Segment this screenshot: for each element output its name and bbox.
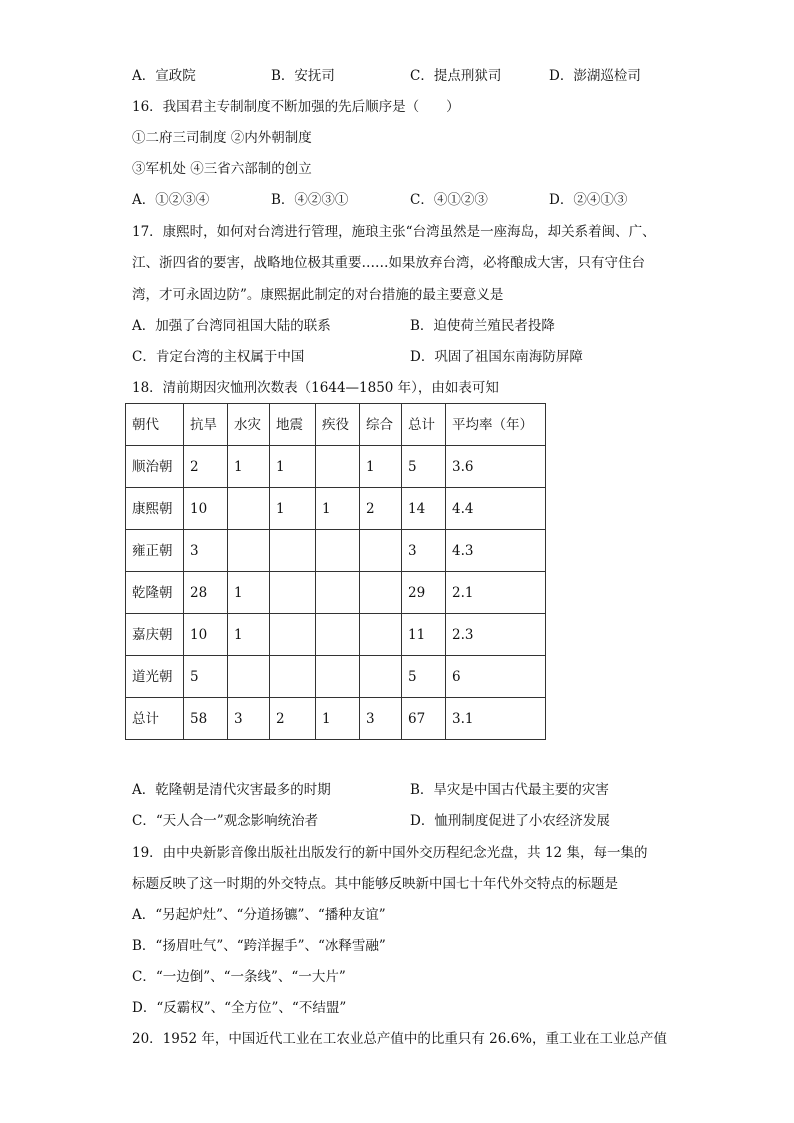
table-cell: 28 bbox=[184, 572, 228, 614]
table-cell bbox=[228, 656, 270, 698]
table-cell bbox=[360, 656, 402, 698]
table-cell bbox=[316, 530, 360, 572]
table-cell bbox=[316, 614, 360, 656]
q15-option-b: B．安抚司 bbox=[271, 68, 335, 84]
table-cell: 2.1 bbox=[446, 572, 546, 614]
q15-option-d: D．澎湖巡检司 bbox=[549, 68, 641, 84]
q18-option-b: B．旱灾是中国古代最主要的灾害 bbox=[410, 782, 609, 798]
table-cell: 14 bbox=[402, 488, 446, 530]
table-cell: 6 bbox=[446, 656, 546, 698]
table-cell bbox=[316, 656, 360, 698]
q18-option-c: C．“天人合一”观念影响统治者 bbox=[132, 813, 319, 829]
table-cell bbox=[270, 656, 316, 698]
q20-stem: 20．1952 年，中国近代工业在工农业总产值中的比重只有 26.6%，重工业在工业总产值 bbox=[132, 1031, 668, 1047]
table-cell bbox=[270, 614, 316, 656]
q16-item-line: ①二府三司制度 ②内外朝制度 bbox=[132, 130, 312, 146]
q18-option-a: A．乾隆朝是清代灾害最多的时期 bbox=[132, 782, 331, 798]
q19-stem-line: 19．由中央新影音像出版社出版发行的新中国外交历程纪念光盘，共 12 集，每一集的 bbox=[132, 845, 648, 861]
table-cell bbox=[228, 488, 270, 530]
q16-option-b: B．④②③① bbox=[271, 192, 349, 208]
table-cell bbox=[270, 572, 316, 614]
table-cell: 1 bbox=[270, 488, 316, 530]
table-cell: 2.3 bbox=[446, 614, 546, 656]
table-cell: 2 bbox=[270, 698, 316, 740]
table-cell: 3.1 bbox=[446, 698, 546, 740]
q16-option-a: A．①②③④ bbox=[132, 192, 210, 208]
q15-option-a: A．宣政院 bbox=[132, 68, 196, 84]
table-cell: 2 bbox=[360, 488, 402, 530]
table-header-cell: 抗旱 bbox=[184, 404, 228, 446]
q16-stem: 16．我国君主专制制度不断加强的先后顺序是（ ） bbox=[132, 99, 460, 115]
table-cell: 雍正朝 bbox=[126, 530, 184, 572]
table-cell: 5 bbox=[402, 656, 446, 698]
table-cell: 乾隆朝 bbox=[126, 572, 184, 614]
q17-option-d: D．巩固了祖国东南海防屏障 bbox=[410, 349, 583, 365]
table-cell: 3 bbox=[402, 530, 446, 572]
table-cell: 10 bbox=[184, 488, 228, 530]
table-header-row bbox=[126, 404, 546, 446]
table-cell: 2 bbox=[184, 446, 228, 488]
table-header-cell: 水灾 bbox=[228, 404, 270, 446]
table-cell: 嘉庆朝 bbox=[126, 614, 184, 656]
table-cell: 1 bbox=[316, 488, 360, 530]
table-cell bbox=[316, 572, 360, 614]
table-cell: 5 bbox=[402, 446, 446, 488]
table-cell: 4.3 bbox=[446, 530, 546, 572]
table-row bbox=[126, 698, 546, 740]
table-cell: 29 bbox=[402, 572, 446, 614]
q19-option-a: A．“另起炉灶”、“分道扬镳”、“播种友谊” bbox=[132, 907, 386, 923]
table-cell bbox=[228, 530, 270, 572]
table-cell: 67 bbox=[402, 698, 446, 740]
table-cell: 康熙朝 bbox=[126, 488, 184, 530]
table-cell: 3.6 bbox=[446, 446, 546, 488]
table-cell: 道光朝 bbox=[126, 656, 184, 698]
table-row bbox=[126, 530, 546, 572]
table-row bbox=[126, 446, 546, 488]
table-cell: 1 bbox=[316, 698, 360, 740]
q19-option-c: C．“一边倒”、“一条线”、“一大片” bbox=[132, 969, 346, 985]
table-cell: 5 bbox=[184, 656, 228, 698]
table-cell: 3 bbox=[228, 698, 270, 740]
q16-item-line: ③军机处 ④三省六部制的创立 bbox=[132, 161, 312, 177]
q17-option-c: C．肯定台湾的主权属于中国 bbox=[132, 349, 305, 365]
table-cell: 1 bbox=[360, 446, 402, 488]
table-cell: 4.4 bbox=[446, 488, 546, 530]
table-cell: 11 bbox=[402, 614, 446, 656]
table-cell: 3 bbox=[360, 698, 402, 740]
table-header-cell: 综合 bbox=[360, 404, 402, 446]
q18-option-d: D．恤刑制度促进了小农经济发展 bbox=[410, 813, 610, 829]
q17-stem-line: 湾，才可永固边防”。康熙据此制定的对台措施的最主要意义是 bbox=[132, 287, 504, 303]
table-cell bbox=[360, 530, 402, 572]
q19-stem-line: 标题反映了这一时期的外交特点。其中能够反映新中国七十年代外交特点的标题是 bbox=[132, 876, 618, 892]
q19-option-d: D．“反霸权”、“全方位”、“不结盟” bbox=[132, 1000, 347, 1016]
table-row bbox=[126, 656, 546, 698]
q17-option-a: A．加强了台湾同祖国大陆的联系 bbox=[132, 318, 331, 334]
table-header-cell: 地震 bbox=[270, 404, 316, 446]
table-cell: 1 bbox=[228, 572, 270, 614]
table-cell: 1 bbox=[228, 446, 270, 488]
table-header-cell: 平均率（年） bbox=[446, 404, 546, 446]
q17-option-b: B．迫使荷兰殖民者投降 bbox=[410, 318, 555, 334]
q19-option-b: B．“扬眉吐气”、“跨洋握手”、“冰释雪融” bbox=[132, 938, 386, 954]
q16-option-d: D．②④①③ bbox=[549, 192, 628, 208]
table-cell: 10 bbox=[184, 614, 228, 656]
table-cell: 总计 bbox=[126, 698, 184, 740]
table-cell: 1 bbox=[228, 614, 270, 656]
table-row bbox=[126, 614, 546, 656]
table-header-cell: 疾役 bbox=[316, 404, 360, 446]
table-cell bbox=[360, 614, 402, 656]
q15-option-c: C．提点刑狱司 bbox=[410, 68, 502, 84]
table-cell bbox=[316, 446, 360, 488]
table-cell bbox=[360, 572, 402, 614]
table-row bbox=[126, 488, 546, 530]
table-cell: 顺治朝 bbox=[126, 446, 184, 488]
table-cell: 3 bbox=[184, 530, 228, 572]
table-row bbox=[126, 572, 546, 614]
table-cell: 58 bbox=[184, 698, 228, 740]
table-header-cell: 总计 bbox=[402, 404, 446, 446]
table-header-cell: 朝代 bbox=[126, 404, 184, 446]
q18-stem: 18．清前期因灾恤刑次数表（1644—1850 年），由如表可知 bbox=[132, 380, 499, 396]
table-cell: 1 bbox=[270, 446, 316, 488]
q17-stem-line: 江、浙四省的要害，战略地位极其重要……如果放弃台湾，必将酿成大害，只有守住台 bbox=[132, 255, 645, 271]
table-cell bbox=[270, 530, 316, 572]
q17-stem-line: 17．康熙时，如何对台湾进行管理，施琅主张“台湾虽然是一座海岛，却关系着闽、广、 bbox=[132, 224, 656, 240]
disaster-table bbox=[125, 403, 546, 740]
q16-option-c: C．④①②③ bbox=[410, 192, 488, 208]
